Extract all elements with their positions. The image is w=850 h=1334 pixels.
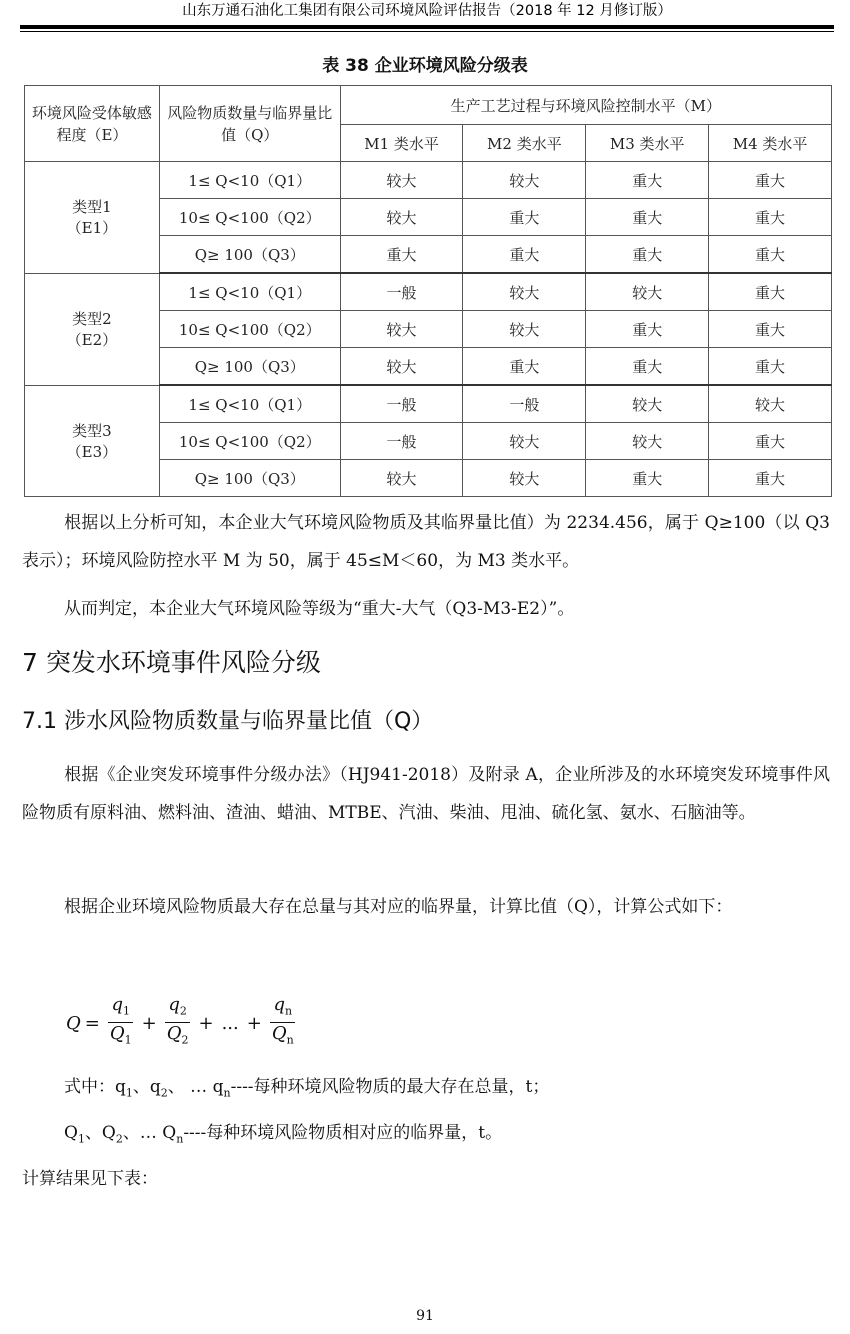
formula-lhs: Q	[66, 1012, 81, 1034]
def1-suffix: ----每种环境风险物质的最大存在总量，t；	[230, 1077, 550, 1097]
group-label-e1	[25, 162, 160, 274]
cell: 一般	[340, 273, 463, 311]
group-type: 类型2	[72, 310, 112, 328]
cell: 较大	[340, 311, 463, 348]
def2-mid1: 、Q	[84, 1123, 116, 1143]
risk-classification-table	[24, 85, 832, 497]
cell: 一般	[340, 385, 463, 423]
page-header: 山东万通石油化工集团有限公司环境风险评估报告（2018 年 12 月修订版）	[182, 3, 672, 19]
q-level: 10≤ Q<100（Q2）	[159, 423, 340, 460]
header-m4: M4 类水平	[709, 125, 832, 162]
group-code: （E3）	[66, 442, 118, 461]
cell: 重大	[586, 311, 709, 348]
table-row	[25, 385, 832, 423]
group-label-e2	[25, 273, 160, 385]
paragraph-formula-intro	[22, 888, 830, 926]
denominator-2-sub: 2	[181, 1033, 189, 1047]
cell: 较大	[340, 162, 463, 199]
cell: 重大	[463, 199, 586, 236]
cell: 重大	[586, 348, 709, 386]
def2-sub1: 1	[77, 1132, 85, 1146]
section-heading: 7 突发水环境事件风险分级	[22, 648, 321, 677]
def2-prefix: Q	[64, 1123, 78, 1143]
numerator-2: q	[168, 994, 180, 1015]
def1-mid1: 、q	[132, 1077, 161, 1097]
header-m3: M3 类水平	[586, 125, 709, 162]
def1-subn: n	[223, 1086, 231, 1100]
def1-prefix: 式中：q	[64, 1077, 126, 1097]
paragraph-conclusion	[22, 590, 830, 628]
paragraph-analysis-text: 根据以上分析可知，本企业大气环境风险物质及其临界量比值）为 2234.456，属于 Q≥100（以 Q3 表示）；环境风险防控水平 M 为 50，属于 45≤M＜60，为 M3 类水平。	[22, 513, 830, 571]
header-q: 风险物质数量与临界量比值（Q）	[159, 86, 340, 162]
numerator-1-sub: 1	[123, 1004, 130, 1018]
formula-plus-3: +	[246, 1012, 262, 1034]
q-level: 1≤ Q<10（Q1）	[159, 162, 340, 199]
definition-q-lower	[22, 1068, 830, 1112]
header-m: 生产工艺过程与环境风险控制水平（M）	[340, 86, 831, 125]
cell: 较大	[340, 460, 463, 497]
cell: 较大	[463, 273, 586, 311]
cell: 重大	[709, 236, 832, 274]
table-row	[25, 162, 832, 199]
page-number: 91	[416, 1308, 434, 1324]
denominator-1: Q	[109, 1022, 125, 1044]
def2-subn: n	[176, 1132, 184, 1146]
cell: 重大	[709, 460, 832, 497]
cell: 较大	[463, 423, 586, 460]
q-level: 10≤ Q<100（Q2）	[159, 311, 340, 348]
header-e: 环境风险受体敏感程度（E）	[25, 86, 160, 162]
group-label-e3	[25, 385, 160, 497]
cell: 重大	[463, 236, 586, 274]
cell: 重大	[586, 460, 709, 497]
def2-suffix: ----每种环境风险物质相对应的临界量，t。	[183, 1123, 503, 1143]
cell: 较大	[586, 273, 709, 311]
def1-mid2: 、 … q	[167, 1077, 224, 1097]
formula-q	[66, 995, 300, 1051]
paragraph-results-intro: 计算结果见下表：	[22, 1169, 158, 1189]
paragraph-substances	[22, 756, 830, 832]
def2-sub2: 2	[115, 1132, 123, 1146]
cell: 重大	[463, 348, 586, 386]
paragraph-formula-intro-text: 根据企业环境风险物质最大存在总量与其对应的临界量，计算比值（Q），计算公式如下：	[64, 897, 733, 917]
cell: 重大	[586, 199, 709, 236]
cell: 重大	[709, 162, 832, 199]
denominator-2: Q	[166, 1022, 182, 1044]
denominator-1-sub: 1	[124, 1033, 132, 1047]
cell: 较大	[340, 348, 463, 386]
def2-mid2: 、… Q	[122, 1123, 177, 1143]
cell: 重大	[709, 348, 832, 386]
def1-sub1: 1	[125, 1086, 133, 1100]
cell: 重大	[709, 311, 832, 348]
paragraph-analysis	[22, 504, 830, 580]
subsection-heading: 7.1 涉水风险物质数量与临界量比值（Q）	[22, 709, 434, 734]
header-m2: M2 类水平	[463, 125, 586, 162]
q-level: Q≥ 100（Q3）	[159, 460, 340, 497]
cell: 一般	[340, 423, 463, 460]
formula-ellipsis: ...	[221, 1012, 239, 1034]
cell: 较大	[463, 162, 586, 199]
fraction-n	[269, 995, 297, 1051]
cell: 较大	[463, 311, 586, 348]
cell: 较大	[586, 423, 709, 460]
def1-sub2: 2	[160, 1086, 168, 1100]
numerator-2-sub: 2	[179, 1004, 187, 1018]
q-level: 1≤ Q<10（Q1）	[159, 273, 340, 311]
group-type: 类型3	[72, 421, 112, 440]
table-caption: 表 38 企业环境风险分级表	[322, 56, 528, 76]
cell: 较大	[463, 460, 586, 497]
denominator-n: Q	[271, 1022, 287, 1044]
q-level: 10≤ Q<100（Q2）	[159, 199, 340, 236]
paragraph-substances-text: 根据《企业突发环境事件分级办法》（HJ941-2018）及附录 A，企业所涉及的水环境突发环境事件风险物质有原料油、燃料油、渣油、蜡油、MTBE、汽油、柴油、甩油、硫化氢、氨水、石脑油等。	[22, 765, 830, 823]
group-code: （E1）	[66, 219, 118, 238]
fraction-2	[164, 995, 192, 1051]
numerator-1: q	[111, 994, 123, 1015]
header-rule-thick	[20, 25, 834, 29]
cell: 一般	[463, 385, 586, 423]
formula-plus-1: +	[141, 1012, 157, 1034]
fraction-1	[107, 995, 135, 1051]
group-code: （E2）	[66, 331, 118, 349]
definition-q-upper	[22, 1114, 830, 1158]
denominator-n-sub: n	[286, 1033, 294, 1047]
cell: 较大	[709, 385, 832, 423]
q-level: 1≤ Q<10（Q1）	[159, 385, 340, 423]
numerator-n-sub: n	[284, 1004, 293, 1018]
table-row	[25, 273, 832, 311]
formula-plus-2: +	[198, 1012, 214, 1034]
paragraph-conclusion-text: 从而判定，本企业大气环境风险等级为“重大-大气（Q3-M3-E2）”。	[64, 599, 575, 619]
q-level: Q≥ 100（Q3）	[159, 348, 340, 386]
cell: 重大	[586, 162, 709, 199]
cell: 较大	[586, 385, 709, 423]
header-rule-thin	[20, 31, 834, 32]
cell: 较大	[340, 199, 463, 236]
cell: 重大	[709, 199, 832, 236]
cell: 重大	[709, 423, 832, 460]
numerator-n: q	[273, 994, 285, 1015]
header-m1: M1 类水平	[340, 125, 463, 162]
q-level: Q≥ 100（Q3）	[159, 236, 340, 274]
cell: 重大	[709, 273, 832, 311]
cell: 重大	[586, 236, 709, 274]
group-type: 类型1	[72, 198, 112, 217]
cell: 重大	[340, 236, 463, 274]
formula-equals: =	[84, 1012, 100, 1034]
